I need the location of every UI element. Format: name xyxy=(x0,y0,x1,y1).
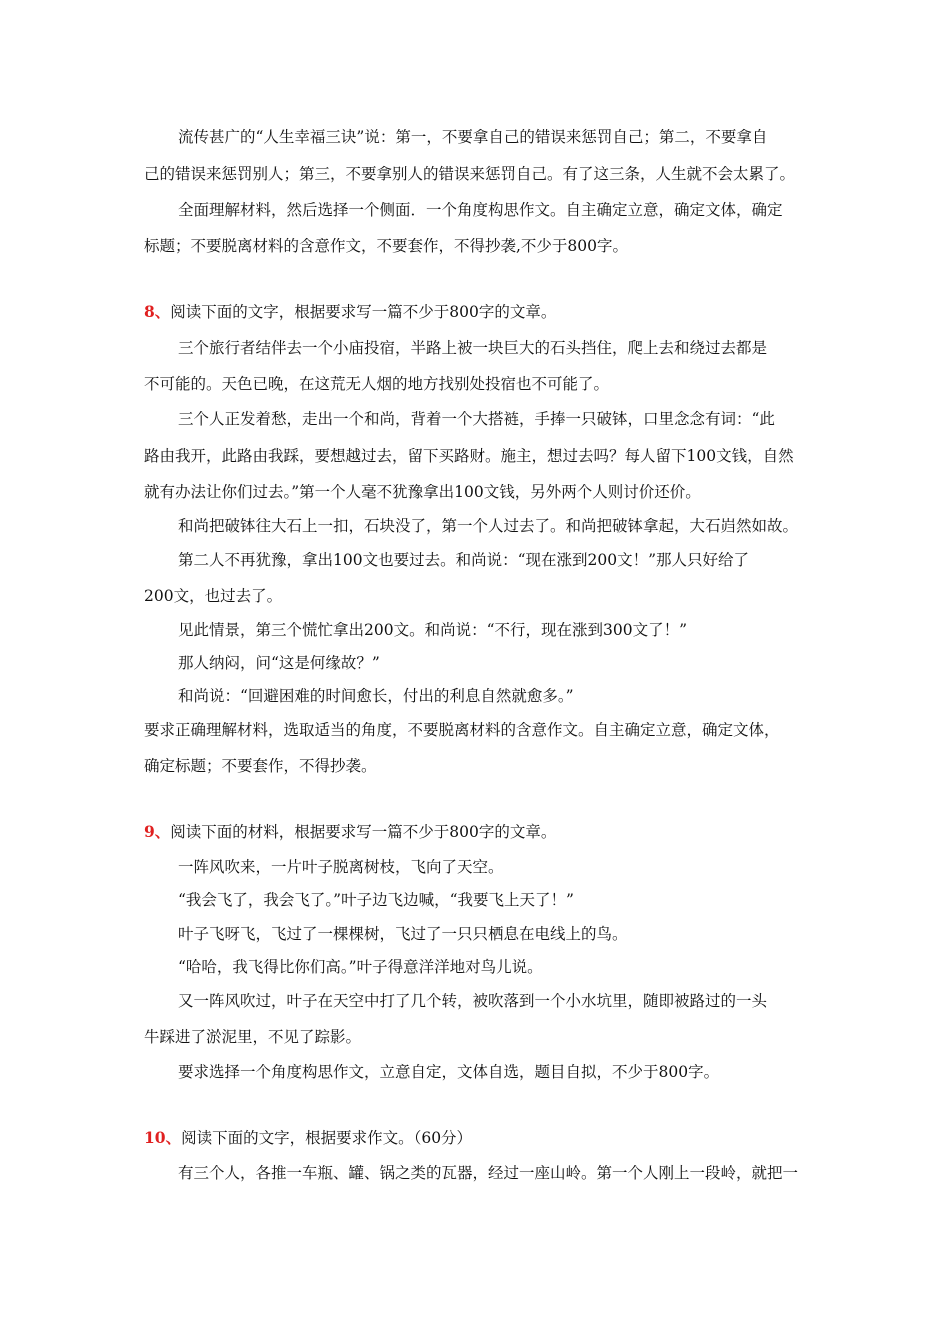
text-line xyxy=(178,653,824,673)
line-text: 那人纳闷，问“这是何缘故？” xyxy=(178,654,380,672)
text-line xyxy=(178,686,824,706)
line-text: 三个人正发着愁，走出一个和尚，背着一个大搭裢，手捧一只破钵，口里念念有词：“此 xyxy=(178,410,775,428)
line-text: 阅读下面的材料，根据要求写一篇不少于800字的文章。 xyxy=(170,823,557,841)
text-line xyxy=(144,720,824,740)
line-text: “我会飞了，我会飞了。”叶子边飞边喊，“我要飞上天了！” xyxy=(178,891,574,909)
text-line xyxy=(178,338,824,358)
text-line xyxy=(144,586,824,606)
text-line xyxy=(178,957,824,977)
text-line xyxy=(178,924,824,944)
line-text: 阅读下面的文字，根据要求作文。（60分） xyxy=(181,1129,473,1147)
text-line xyxy=(144,1027,824,1047)
text-line xyxy=(178,516,824,536)
text-line xyxy=(178,991,824,1011)
line-text: 流传甚广的“人生幸福三诀”说：第一，不要拿自己的错误来惩罚自己；第二，不要拿自 xyxy=(178,128,768,146)
question-heading xyxy=(144,302,824,322)
line-text: 己的错误来惩罚别人；第三，不要拿别人的错误来惩罚自己。有了这三条，人生就不会太累了。 xyxy=(144,165,796,183)
line-text: 要求选择一个角度构思作文，立意自定，文体自选，题目自拟，不少于800字。 xyxy=(178,1063,720,1081)
question-number: 8、 xyxy=(144,302,171,321)
line-text: 有三个人，各推一车瓶、罐、锅之类的瓦器，经过一座山岭。第一个人刚上一段岭，就把一 xyxy=(178,1164,799,1182)
line-text: “哈哈，我飞得比你们高。”叶子得意洋洋地对鸟儿说。 xyxy=(178,958,543,976)
line-text: 和尚把破钵往大石上一扣，石块没了，第一个人过去了。和尚把破钵拿起，大石岿然如故。 xyxy=(178,517,799,535)
text-line xyxy=(178,620,824,640)
line-text: 要求正确理解材料，选取适当的角度，不要脱离材料的含意作文。自主确定立意，确定文体， xyxy=(144,721,780,739)
line-text: 就有办法让你们过去。”第一个人毫不犹豫拿出100文钱，另外两个人则讨价还价。 xyxy=(144,483,701,501)
text-line xyxy=(178,409,824,429)
line-text: 第二人不再犹豫，拿出100文也要过去。和尚说：“现在涨到200文！”那人只好给了 xyxy=(178,551,750,569)
line-text: 和尚说：“回避困难的时间愈长，付出的利息自然就愈多。” xyxy=(178,687,574,705)
text-line xyxy=(144,374,824,394)
line-text: 全面理解材料，然后选择一个侧面．一个角度构思作文。自主确定立意，确定文体，确定 xyxy=(178,201,783,219)
line-text: 三个旅行者结伴去一个小庙投宿，半路上被一块巨大的石头挡住，爬上去和绕过去都是 xyxy=(178,339,768,357)
line-text: 不可能的。天色已晚，在这荒无人烟的地方找别处投宿也不可能了。 xyxy=(144,375,610,393)
line-text: 200文，也过去了。 xyxy=(144,587,283,605)
question-heading xyxy=(144,1128,824,1148)
question-number: 10、 xyxy=(144,1128,182,1147)
line-text: 又一阵风吹过，叶子在天空中打了几个转，被吹落到一个小水坑里，随即被路过的一头 xyxy=(178,992,768,1010)
line-text: 阅读下面的文字，根据要求写一篇不少于800字的文章。 xyxy=(170,303,557,321)
line-text: 一阵风吹来，一片叶子脱离树枝，飞向了天空。 xyxy=(178,858,504,876)
text-line xyxy=(144,236,824,256)
line-text: 叶子飞呀飞，飞过了一棵棵树，飞过了一只只栖息在电线上的鸟。 xyxy=(178,925,628,943)
text-line xyxy=(144,482,824,502)
text-line xyxy=(178,550,824,570)
text-line xyxy=(178,127,824,147)
line-text: 见此情景，第三个慌忙拿出200文。和尚说：“不行，现在涨到300文了！” xyxy=(178,621,688,639)
text-line xyxy=(178,200,824,220)
text-line xyxy=(144,756,824,776)
text-line xyxy=(178,890,824,910)
text-line xyxy=(178,857,824,877)
question-number: 9、 xyxy=(144,822,171,841)
line-text: 路由我开，此路由我踩，要想越过去，留下买路财。施主，想过去吗？每人留下100文钱，自然 xyxy=(144,447,794,465)
line-text: 确定标题；不要套作，不得抄袭。 xyxy=(144,757,377,775)
line-text: 牛踩进了淤泥里，不见了踪影。 xyxy=(144,1028,362,1046)
line-text: 标题；不要脱离材料的含意作文，不要套作，不得抄袭,不少于800字。 xyxy=(144,237,629,255)
text-line xyxy=(144,446,824,466)
text-line xyxy=(178,1062,824,1082)
text-line xyxy=(178,1163,824,1183)
question-heading xyxy=(144,822,824,842)
text-line xyxy=(144,164,824,184)
